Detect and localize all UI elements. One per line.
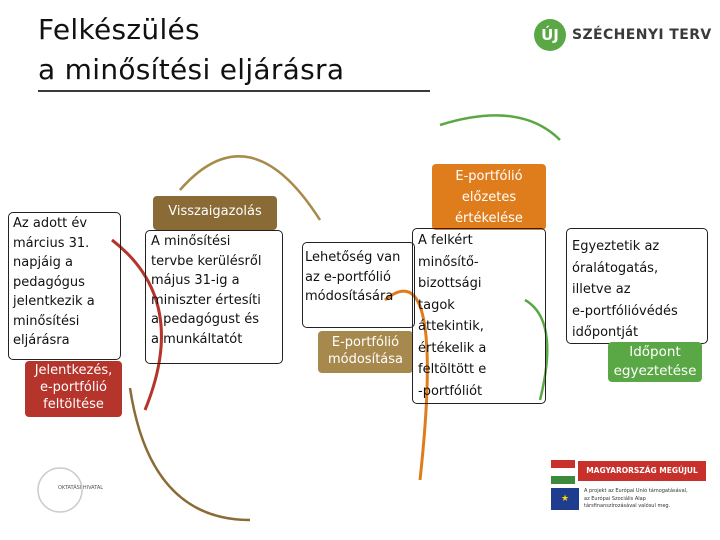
title-line-1: Felkészülés: [38, 13, 200, 46]
step-2-text: A minősítési tervbe kerülésről május 31-ig a miniszter értesíti a pedagógust és a munkáltatót: [151, 234, 262, 347]
uj-logo-icon: ÚJ: [534, 19, 566, 51]
arc-green-top: [440, 115, 560, 140]
eu-flag-icon: ★: [551, 488, 579, 510]
oktatasi-hivatal-logo: OKTATÁSI HIVATAL: [58, 485, 104, 491]
eu-text: A projekt az Európai Unió támogatásával, az Európai Szociális Alap társfinanszírozásával valósul meg.: [584, 488, 688, 509]
step-4-text: A felkért minősítő- bizottsági tagok áttekintik, értékelik a feltöltött e -portfóliót: [418, 233, 487, 399]
step-1-text: Az adott év március 31. napjáig a pedagógus jelentkezik a minősítési eljárásra: [13, 216, 95, 348]
step-3-text: Lehetőség van az e-portfólió módosítására: [305, 250, 401, 304]
step-2-label: Visszaigazolás: [153, 196, 277, 230]
hungarian-flag-icon: [551, 460, 575, 484]
logo-text: SZÉCHENYI TERV: [572, 27, 712, 43]
step-1-label: Jelentkezés, e-portfólió feltöltése: [25, 361, 122, 417]
step-3-label: E-portfólió módosítása: [318, 331, 413, 373]
step-5-label: Időpont egyeztetése: [608, 342, 702, 382]
step-5-text: Egyeztetik az óralátogatás, illetve az e-portfólióvédés időpontját: [572, 239, 678, 340]
arc-brown: [130, 388, 250, 520]
hungary-banner: MAGYARORSZÁG MEGÚJUL: [578, 461, 706, 481]
title-line-2: a minősítési eljárásra: [38, 53, 345, 86]
step-4-label: E-portfólió előzetes értékelése: [432, 164, 546, 230]
